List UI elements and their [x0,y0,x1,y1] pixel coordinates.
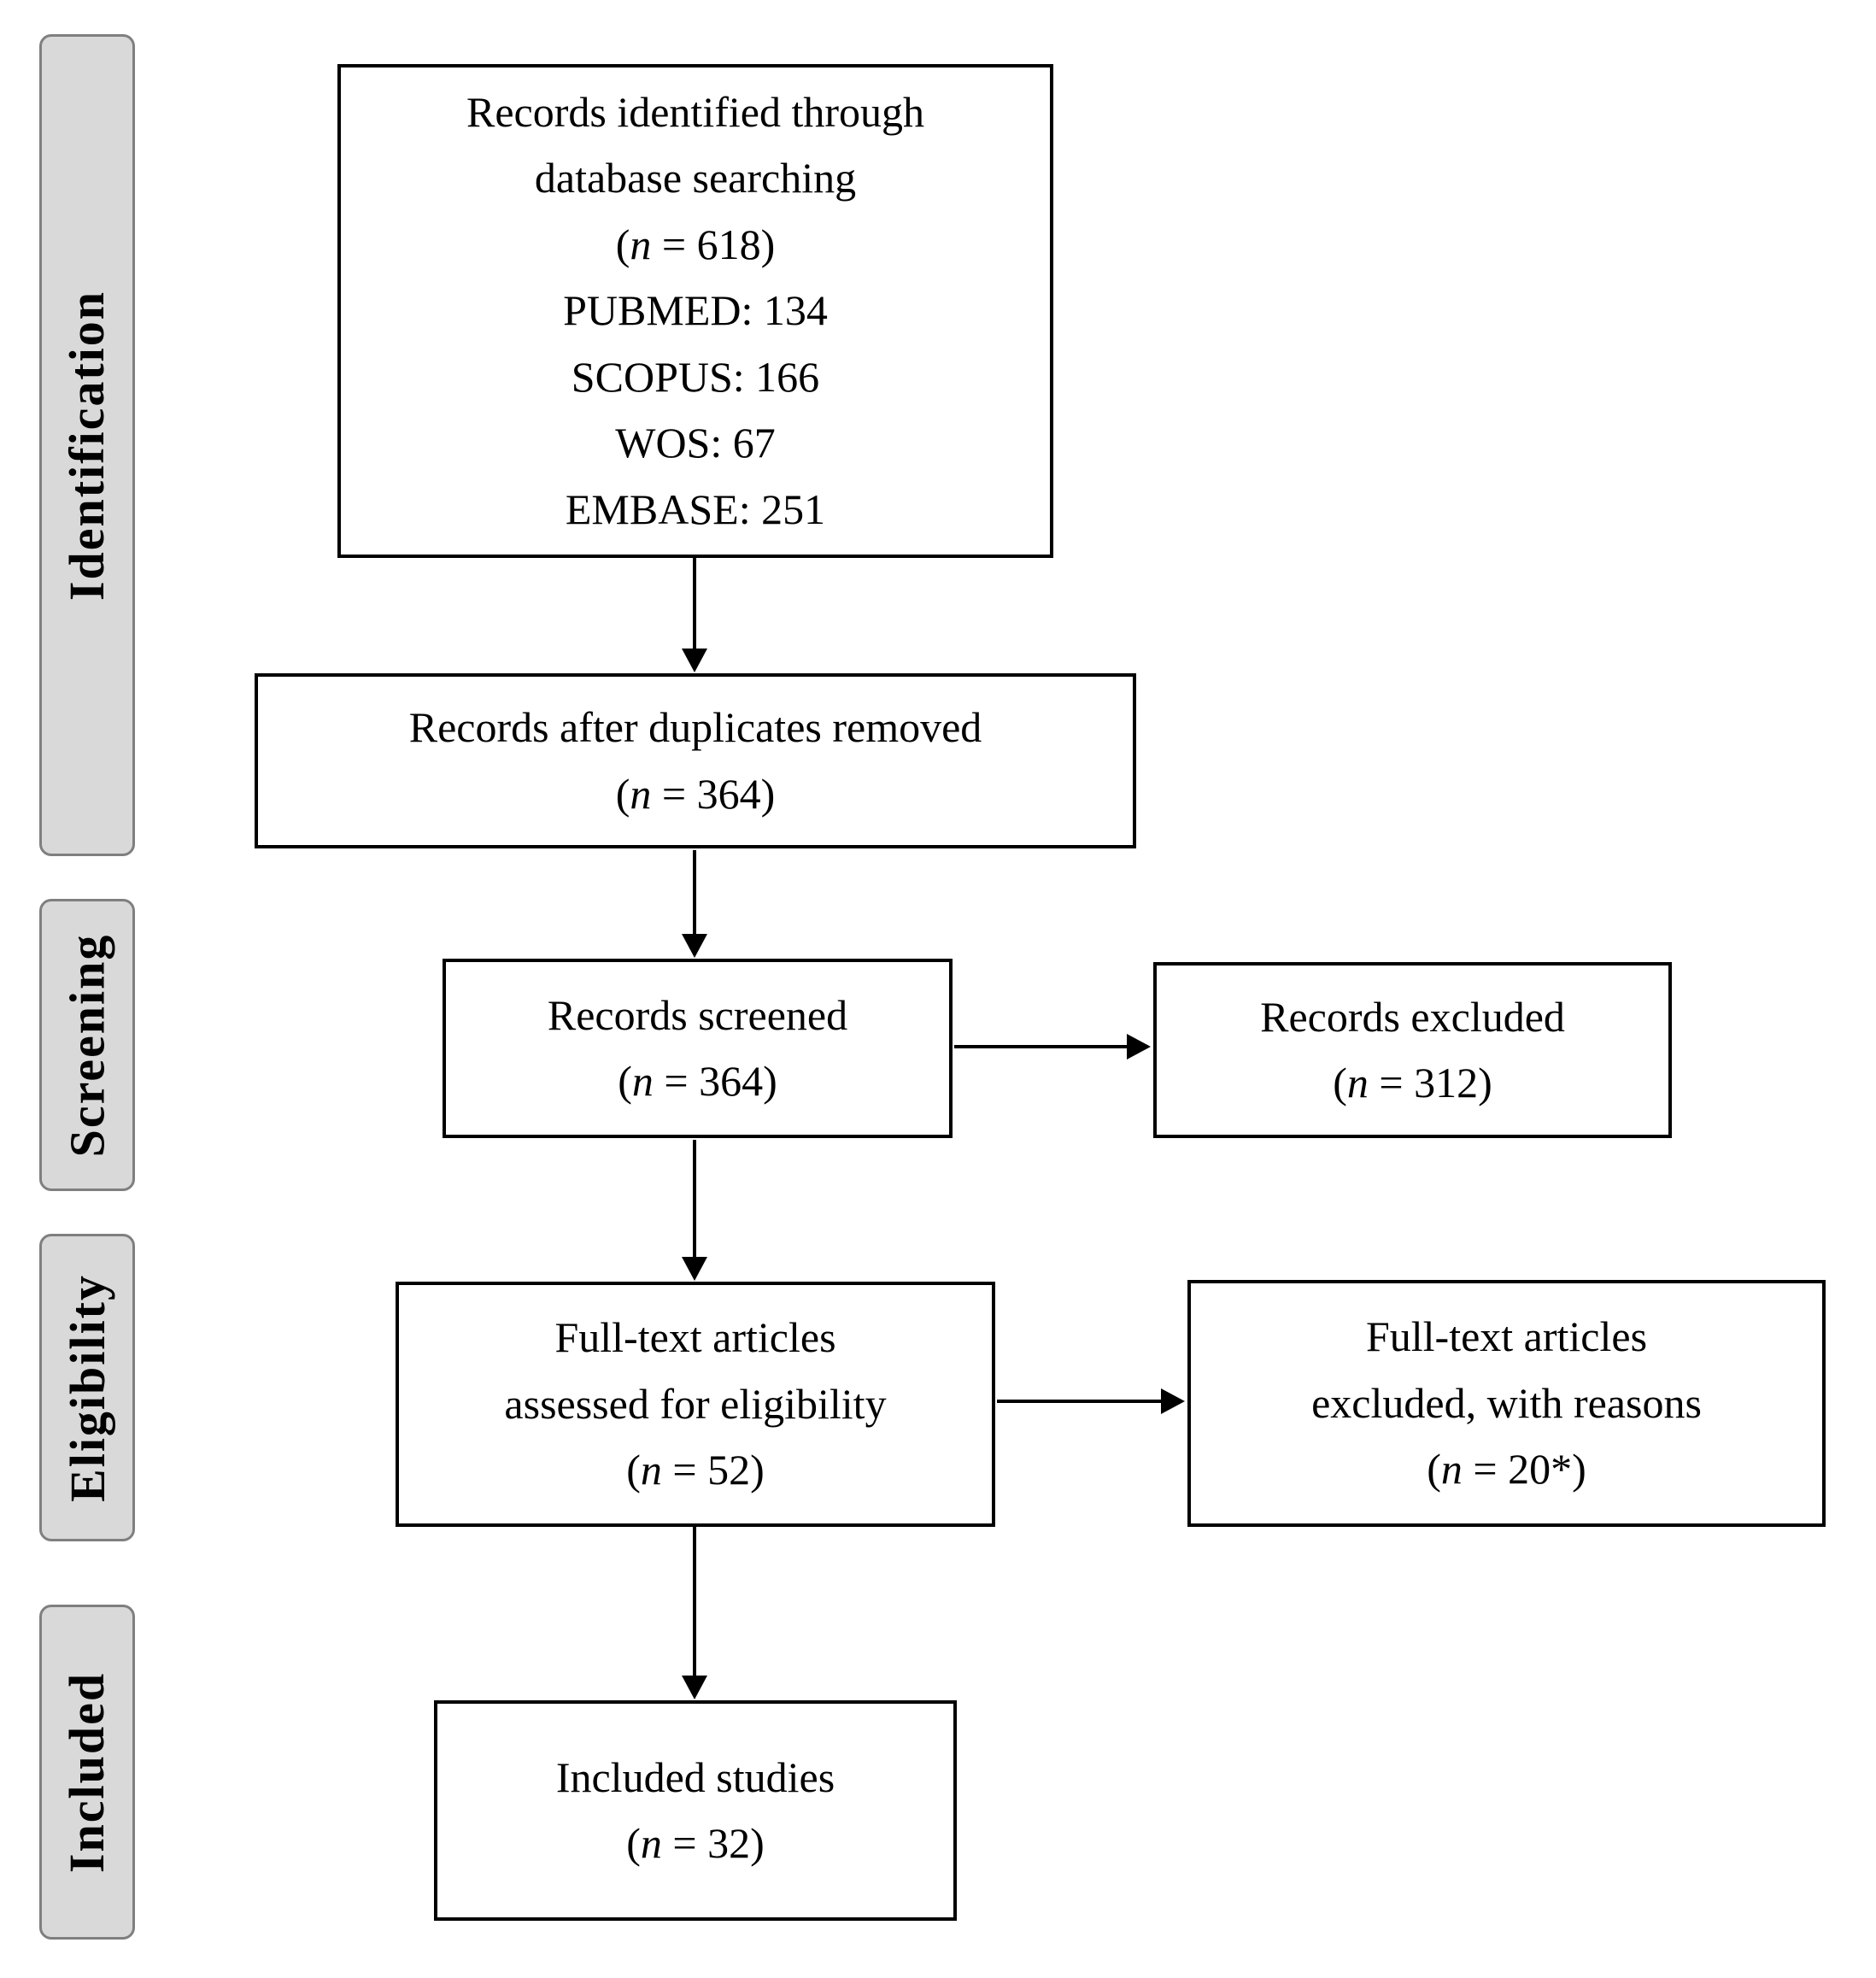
n-symbol: n [1346,1059,1369,1106]
paren: ( [626,1446,641,1494]
flow-box-duplicates-removed [255,673,1136,848]
equals: = [1462,1445,1509,1494]
arrow-fulltext-to-excluded [997,1400,1162,1403]
arrow-screened-to-excluded [954,1045,1128,1048]
n-symbol: n [1440,1445,1463,1494]
paren: ) [1478,1059,1492,1106]
equals: = [651,769,697,818]
source-line: WOS: 67 [615,419,776,467]
box-line: Included studies [555,1752,835,1801]
equals: = [651,220,697,268]
equals: = [653,1057,700,1105]
box-line: Records after duplicates removed [408,703,982,751]
n-symbol: n [640,1446,662,1494]
stage-identification [39,34,135,856]
stage-included-label: Included [59,1671,115,1873]
paren: ( [615,220,630,268]
paren: ) [760,220,776,268]
paren: ( [1333,1059,1347,1106]
paren: ( [618,1057,632,1105]
equals: = [1368,1059,1415,1106]
count-value: 20* [1508,1445,1573,1494]
flow-box-records-screened [443,959,953,1138]
flow-box-fulltext-assessed [396,1282,995,1527]
count-line [1427,1436,1586,1503]
equals: = [661,1819,708,1867]
arrow-screened-to-fulltext [693,1140,696,1258]
flow-box-records-identified [337,64,1053,558]
box-line: assessed for eligibility [504,1379,887,1428]
source-line: EMBASE: 251 [565,484,826,533]
n-symbol: n [630,220,652,268]
stage-included [39,1605,135,1940]
stage-eligibility-label: Eligibility [59,1273,115,1502]
paren: ) [750,1446,765,1494]
stage-identification-label: Identification [59,290,115,601]
n-symbol: n [631,1057,654,1105]
arrow-identified-to-duplicates [693,557,696,649]
count-value: 618 [696,220,761,268]
paren: ) [760,769,776,818]
box-line: Full-text articles [554,1313,836,1362]
n-symbol: n [640,1819,662,1867]
count-line [618,1048,777,1115]
paren: ( [1427,1445,1441,1494]
count-value: 312 [1414,1059,1479,1106]
flow-box-records-excluded [1153,962,1672,1138]
arrow-duplicates-to-screened [693,850,696,935]
paren: ) [763,1057,777,1105]
source-line: SCOPUS: 166 [571,352,820,401]
flow-box-included-studies [434,1700,957,1921]
box-line: excluded, with reasons [1311,1378,1702,1427]
count-line [626,1437,765,1504]
box-line: Records screened [547,990,848,1039]
count-value: 32 [707,1819,751,1867]
box-line: Full-text articles [1365,1312,1648,1361]
count-value: 364 [696,769,761,818]
arrow-fulltext-to-included [693,1527,696,1676]
stage-eligibility [39,1234,135,1541]
stage-screening [39,899,135,1191]
count-value: 52 [707,1446,751,1494]
count-line [626,1811,765,1877]
paren: ) [1572,1445,1586,1494]
equals: = [661,1446,708,1494]
box-line: database searching [534,154,857,202]
flow-box-fulltext-excluded [1187,1280,1826,1527]
count-line [1333,1050,1492,1117]
source-line: PUBMED: 134 [563,286,828,335]
n-symbol: n [630,769,652,818]
count-line [616,761,776,828]
stage-screening-label: Screening [59,933,115,1157]
count-line [616,212,776,279]
paren: ( [626,1819,641,1867]
paren: ( [615,769,630,818]
count-value: 364 [699,1057,764,1105]
box-line: Records identified through [466,87,924,136]
paren: ) [750,1819,765,1867]
box-line: Records excluded [1260,992,1565,1041]
